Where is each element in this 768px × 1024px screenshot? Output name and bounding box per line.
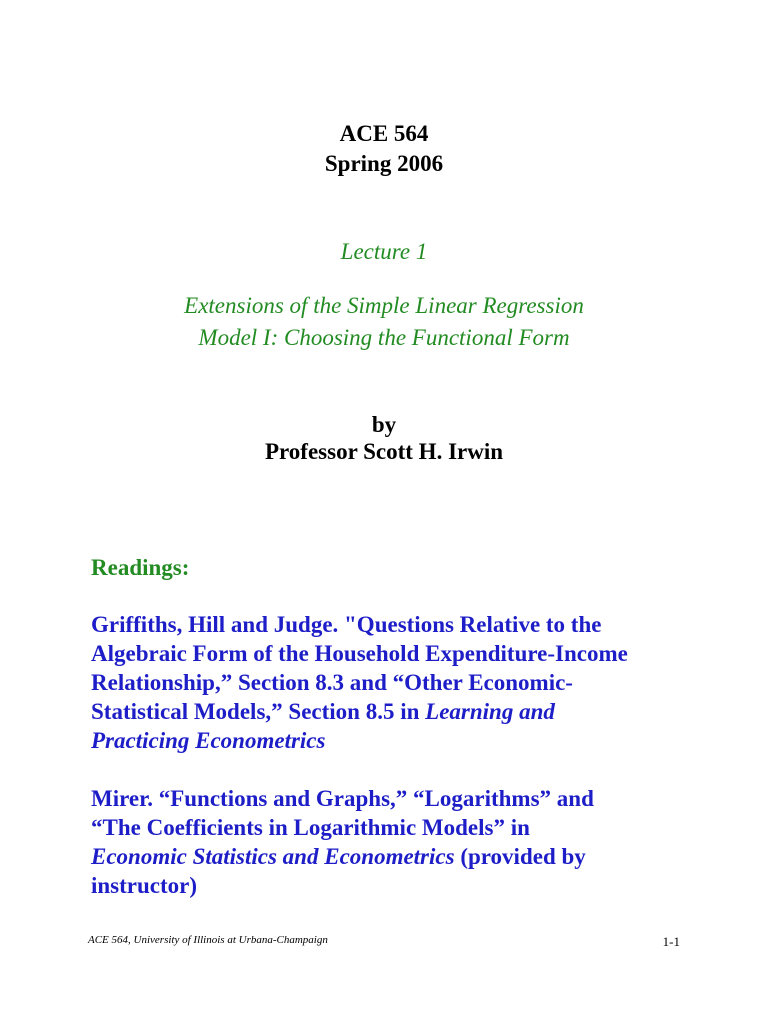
reading-2-line-3-text: (provided by — [454, 844, 586, 869]
reading-1-book-title-part-2: Practicing Econometrics — [91, 728, 326, 753]
lecture-number: Lecture 1 — [340, 239, 428, 264]
course-term: Spring 2006 — [324, 151, 444, 176]
footer-institution: ACE 564, University of Illinois at Urbana-Champaign — [88, 934, 328, 946]
reading-2-book-title: Economic Statistics and Econometrics — [91, 844, 455, 869]
reading-1-line-3: Relationship,” Section 8.3 and “Other Economic- — [91, 670, 573, 695]
reading-2-line-3 — [91, 842, 586, 871]
byline-by: by — [371, 412, 397, 437]
reading-1-line-4-text: Statistical Models,” Section 8.5 in — [91, 699, 426, 724]
course-code: ACE 564 — [339, 121, 429, 146]
lecture-title-line-1: Extensions of the Simple Linear Regression — [184, 293, 584, 318]
lecture-title-line-2: Model I: Choosing the Functional Form — [198, 325, 570, 350]
reading-1-line-2: Algebraic Form of the Household Expenditure-Income — [91, 641, 628, 666]
readings-heading: Readings: — [91, 555, 190, 580]
reading-1-line-4 — [91, 697, 555, 726]
reading-2-line-1: Mirer. “Functions and Graphs,” “Logarithms” and — [91, 786, 594, 811]
author-name: Professor Scott H. Irwin — [264, 439, 504, 464]
footer-page-number: 1-1 — [662, 934, 680, 949]
reading-1-line-1: Griffiths, Hill and Judge. "Questions Relative to the — [91, 612, 602, 637]
reading-1-line-5 — [91, 726, 325, 755]
reading-2-line-2: “The Coefficients in Logarithmic Models” in — [91, 815, 530, 840]
reading-2-line-4: instructor) — [91, 873, 198, 898]
reading-1-book-title-part-1: Learning and — [425, 699, 555, 724]
